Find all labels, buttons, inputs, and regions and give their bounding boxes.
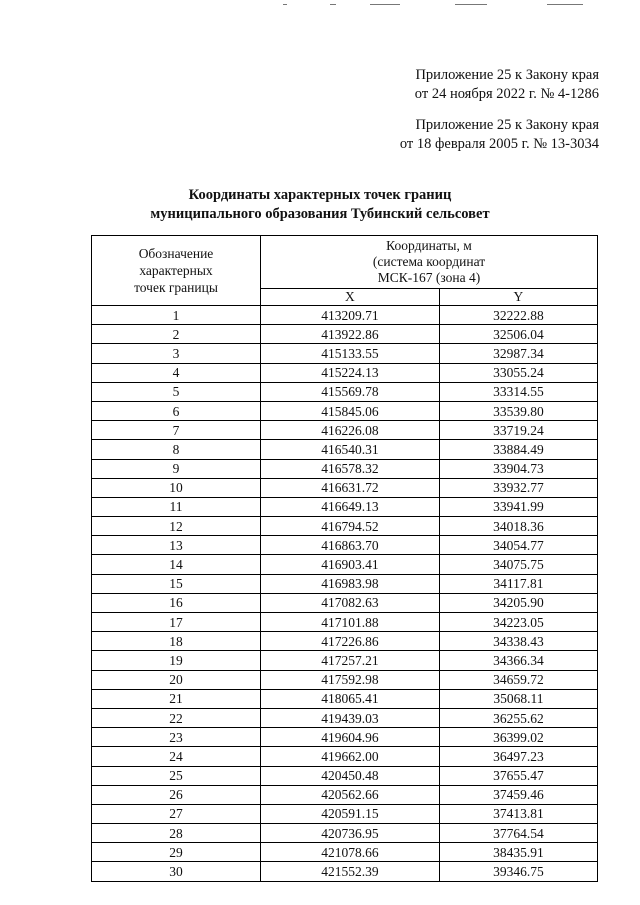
table-row <box>92 747 598 766</box>
x-coordinate-cell: 419604.96 <box>261 728 440 747</box>
y-coordinate-cell: 34366.34 <box>439 651 597 670</box>
x-coordinate-cell: 418065.41 <box>261 689 440 708</box>
header-coordinates <box>261 236 598 289</box>
table-row <box>92 689 598 708</box>
point-number-cell: 14 <box>92 555 261 574</box>
y-coordinate-cell: 34223.05 <box>439 613 597 632</box>
coordinates-table <box>91 235 598 882</box>
point-number-cell: 21 <box>92 689 261 708</box>
document-title <box>0 186 640 224</box>
table-row <box>92 728 598 747</box>
x-coordinate-cell: 413209.71 <box>261 306 440 325</box>
x-coordinate-cell: 419662.00 <box>261 747 440 766</box>
x-coordinate-cell: 416631.72 <box>261 478 440 497</box>
table-row <box>92 632 598 651</box>
x-coordinate-cell: 417257.21 <box>261 651 440 670</box>
x-coordinate-cell: 417226.86 <box>261 632 440 651</box>
point-number-cell: 29 <box>92 843 261 862</box>
y-coordinate-cell: 37459.46 <box>439 785 597 804</box>
y-coordinate-cell: 34054.77 <box>439 536 597 555</box>
point-number-cell: 1 <box>92 306 261 325</box>
table-row <box>92 517 598 536</box>
y-coordinate-cell: 37413.81 <box>439 804 597 823</box>
point-number-cell: 20 <box>92 670 261 689</box>
y-coordinate-cell: 33941.99 <box>439 497 597 516</box>
y-coordinate-cell: 33719.24 <box>439 421 597 440</box>
y-coordinate-cell: 34075.75 <box>439 555 597 574</box>
annex-current <box>415 66 599 104</box>
table-row <box>92 344 598 363</box>
x-coordinate-cell: 415224.13 <box>261 363 440 382</box>
point-number-cell: 16 <box>92 593 261 612</box>
point-number-cell: 18 <box>92 632 261 651</box>
y-coordinate-cell: 39346.75 <box>439 862 597 881</box>
point-number-cell: 12 <box>92 517 261 536</box>
table-row <box>92 862 598 881</box>
x-coordinate-cell: 416578.32 <box>261 459 440 478</box>
point-number-cell: 11 <box>92 497 261 516</box>
x-coordinate-cell: 415569.78 <box>261 382 440 401</box>
header-coordinates-line1: Координаты, м <box>386 238 472 253</box>
table-row <box>92 440 598 459</box>
point-number-cell: 15 <box>92 574 261 593</box>
table-row <box>92 555 598 574</box>
x-coordinate-cell: 416863.70 <box>261 536 440 555</box>
point-number-cell: 27 <box>92 804 261 823</box>
y-coordinate-cell: 34205.90 <box>439 593 597 612</box>
y-coordinate-cell: 33904.73 <box>439 459 597 478</box>
x-coordinate-cell: 416794.52 <box>261 517 440 536</box>
table-row <box>92 824 598 843</box>
x-coordinate-cell: 416983.98 <box>261 574 440 593</box>
y-coordinate-cell: 38435.91 <box>439 843 597 862</box>
table-row <box>92 766 598 785</box>
y-coordinate-cell: 32222.88 <box>439 306 597 325</box>
header-coordinates-line3: МСК-167 (зона 4) <box>377 270 481 285</box>
annex-original-line1: Приложение 25 к Закону края <box>415 117 599 133</box>
y-coordinate-cell: 33884.49 <box>439 440 597 459</box>
y-coordinate-cell: 34117.81 <box>439 574 597 593</box>
x-coordinate-cell: 415845.06 <box>261 401 440 420</box>
table-header-row <box>92 236 598 289</box>
table-row <box>92 421 598 440</box>
point-number-cell: 30 <box>92 862 261 881</box>
scan-artifacts <box>0 0 640 10</box>
y-coordinate-cell: 37655.47 <box>439 766 597 785</box>
table-row <box>92 478 598 497</box>
header-point-line3: точек границы <box>134 280 218 295</box>
point-number-cell: 25 <box>92 766 261 785</box>
x-coordinate-cell: 420562.66 <box>261 785 440 804</box>
x-coordinate-cell: 416226.08 <box>261 421 440 440</box>
document-title-line1: Координаты характерных точек границ <box>188 187 452 203</box>
point-number-cell: 7 <box>92 421 261 440</box>
y-coordinate-cell: 36255.62 <box>439 708 597 727</box>
point-number-cell: 13 <box>92 536 261 555</box>
x-coordinate-cell: 415133.55 <box>261 344 440 363</box>
table-row <box>92 670 598 689</box>
table-row <box>92 363 598 382</box>
annex-original <box>400 116 599 154</box>
point-number-cell: 26 <box>92 785 261 804</box>
header-x: X <box>261 289 440 306</box>
point-number-cell: 24 <box>92 747 261 766</box>
x-coordinate-cell: 417101.88 <box>261 613 440 632</box>
point-number-cell: 22 <box>92 708 261 727</box>
x-coordinate-cell: 421078.66 <box>261 843 440 862</box>
table-row <box>92 593 598 612</box>
y-coordinate-cell: 36399.02 <box>439 728 597 747</box>
table-row <box>92 843 598 862</box>
header-y: Y <box>439 289 597 306</box>
annex-original-line2: от 18 февраля 2005 г. № 13-3034 <box>399 136 599 152</box>
y-coordinate-cell: 33539.80 <box>439 401 597 420</box>
x-coordinate-cell: 416540.31 <box>261 440 440 459</box>
header-point-line2: характерных <box>139 263 213 278</box>
header-point-designation <box>92 236 261 306</box>
x-coordinate-cell: 420591.15 <box>261 804 440 823</box>
table-row <box>92 382 598 401</box>
point-number-cell: 19 <box>92 651 261 670</box>
x-coordinate-cell: 417082.63 <box>261 593 440 612</box>
document-title-line2: муниципального образования Тубинский сельсовет <box>150 206 490 222</box>
point-number-cell: 8 <box>92 440 261 459</box>
table-row <box>92 574 598 593</box>
table-row <box>92 613 598 632</box>
x-coordinate-cell: 420450.48 <box>261 766 440 785</box>
table-row <box>92 785 598 804</box>
y-coordinate-cell: 32987.34 <box>439 344 597 363</box>
table-row <box>92 497 598 516</box>
y-coordinate-cell: 34659.72 <box>439 670 597 689</box>
point-number-cell: 6 <box>92 401 261 420</box>
point-number-cell: 4 <box>92 363 261 382</box>
x-coordinate-cell: 416903.41 <box>261 555 440 574</box>
point-number-cell: 9 <box>92 459 261 478</box>
point-number-cell: 10 <box>92 478 261 497</box>
header-point-line1: Обозначение <box>138 246 214 261</box>
table-row <box>92 459 598 478</box>
table-row <box>92 708 598 727</box>
point-number-cell: 23 <box>92 728 261 747</box>
point-number-cell: 17 <box>92 613 261 632</box>
table-row <box>92 536 598 555</box>
x-coordinate-cell: 417592.98 <box>261 670 440 689</box>
y-coordinate-cell: 34338.43 <box>439 632 597 651</box>
table-row <box>92 651 598 670</box>
y-coordinate-cell: 33932.77 <box>439 478 597 497</box>
table-row <box>92 804 598 823</box>
point-number-cell: 5 <box>92 382 261 401</box>
y-coordinate-cell: 36497.23 <box>439 747 597 766</box>
x-coordinate-cell: 413922.86 <box>261 325 440 344</box>
annex-current-line2: от 24 ноября 2022 г. № 4-1286 <box>414 86 599 102</box>
annex-current-line1: Приложение 25 к Закону края <box>415 67 599 83</box>
y-coordinate-cell: 37764.54 <box>439 824 597 843</box>
y-coordinate-cell: 33055.24 <box>439 363 597 382</box>
table-body <box>92 306 598 882</box>
table-row <box>92 401 598 420</box>
table-row <box>92 306 598 325</box>
y-coordinate-cell: 35068.11 <box>439 689 597 708</box>
x-coordinate-cell: 419439.03 <box>261 708 440 727</box>
x-coordinate-cell: 420736.95 <box>261 824 440 843</box>
header-coordinates-line2: (система координат <box>372 254 486 269</box>
y-coordinate-cell: 33314.55 <box>439 382 597 401</box>
y-coordinate-cell: 32506.04 <box>439 325 597 344</box>
point-number-cell: 28 <box>92 824 261 843</box>
y-coordinate-cell: 34018.36 <box>439 517 597 536</box>
table-row <box>92 325 598 344</box>
x-coordinate-cell: 416649.13 <box>261 497 440 516</box>
point-number-cell: 3 <box>92 344 261 363</box>
point-number-cell: 2 <box>92 325 261 344</box>
x-coordinate-cell: 421552.39 <box>261 862 440 881</box>
